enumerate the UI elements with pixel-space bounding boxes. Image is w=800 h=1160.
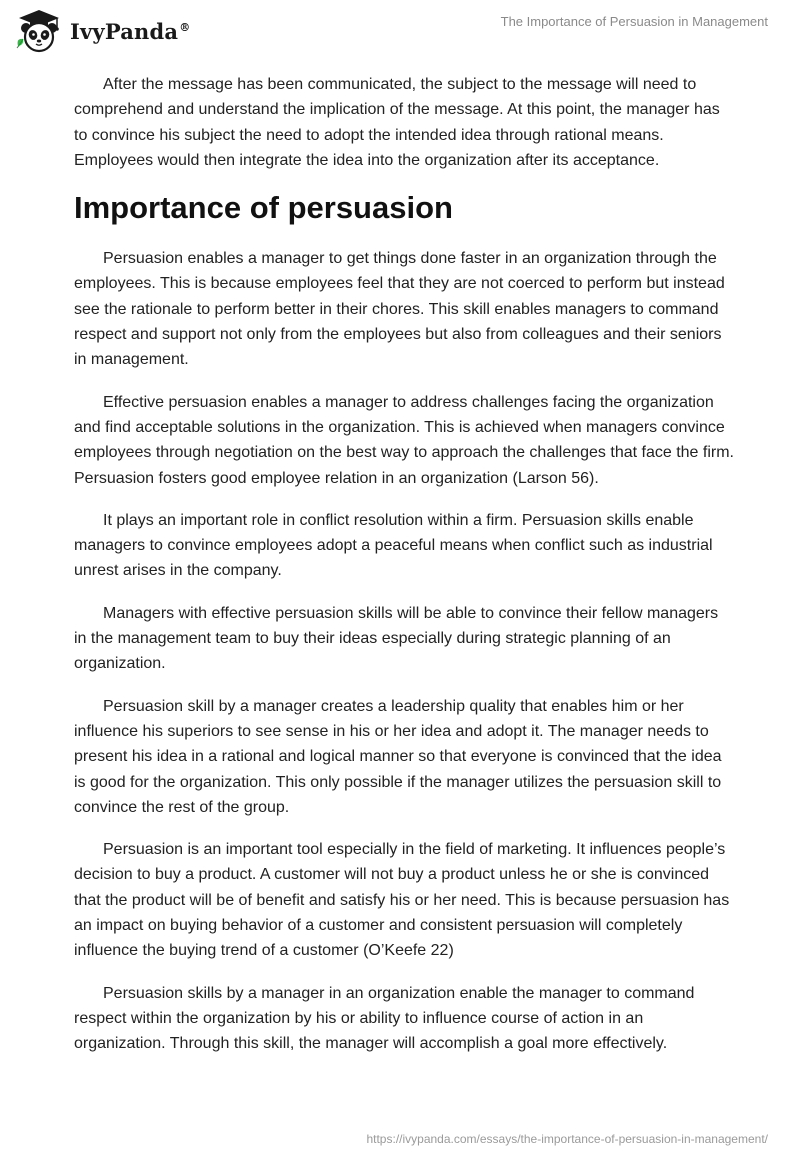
essay-content [74, 72, 734, 1074]
page-header [0, 0, 800, 64]
panda-graduation-icon [14, 8, 64, 54]
paragraph: Persuasion skill by a manager creates a leadership quality that enables him or her influence his superiors to see sense in his or her idea and adopt it. The manager needs to present his idea in a rational and logical manner so that everyone is convinced that the idea is good for the organization. This only possible if the manager utilizes the persuasion skill to convince the rest of the group. [74, 697, 722, 816]
section-heading: Importance of persuasion [74, 190, 453, 226]
ivypanda-logo[interactable] [14, 8, 190, 54]
paragraph: Persuasion enables a manager to get things done faster in an organization through the employees. This is because employees feel that they are not coerced to perform but instead see the rationale to perform better in their chores. This skill enables managers to command respect and support not only from the employees but also from colleagues and their seniors in management. [74, 250, 725, 369]
paragraph: It plays an important role in conflict resolution within a firm. Persuasion skills enable managers to convince employees adopt a peaceful means when conflict such as industrial unrest arises in the company. [74, 511, 713, 580]
document-title: The Importance of Persuasion in Management [500, 14, 768, 29]
brand-name: IvyPanda® [70, 18, 191, 44]
paragraph: Persuasion is an important tool especially in the field of marketing. It influences people’s decision to buy a product. A customer will not buy a product unless he or she is convinced that the product will be of benefit and satisfy his or her need. This is because persuasion has an impact on buying behavior of a customer and consistent persuasion will completely influence the buying trend of a customer (O’Keefe 22) [74, 841, 730, 960]
source-url[interactable]: https://ivypanda.com/essays/the-importance-of-persuasion-in-management/ [366, 1132, 768, 1146]
intro-paragraph: After the message has been communicated, the subject to the message will need to comprehend and understand the implication of the message. At this point, the manager has to convince his subject the need to adopt the intended idea through rational means. Employees would then integrate the idea into the organization after its acceptance. [74, 76, 720, 169]
paragraph: Persuasion skills by a manager in an organization enable the manager to command respect within the organization by his or ability to influence course of action in an organization. Through this skill, the manager will accomplish a goal more effectively. [74, 984, 695, 1053]
paragraph: Managers with effective persuasion skills will be able to convince their fellow managers in the management team to buy their ideas especially during strategic planning of an organization. [74, 604, 719, 673]
paragraph: Effective persuasion enables a manager to address challenges facing the organization and find acceptable solutions in the organization. This is achieved when managers convince employees through negotiation on the best way to approach the challenges that face the firm. Persuasion fosters good employee relation in an organization (Larson 56). [74, 393, 734, 487]
